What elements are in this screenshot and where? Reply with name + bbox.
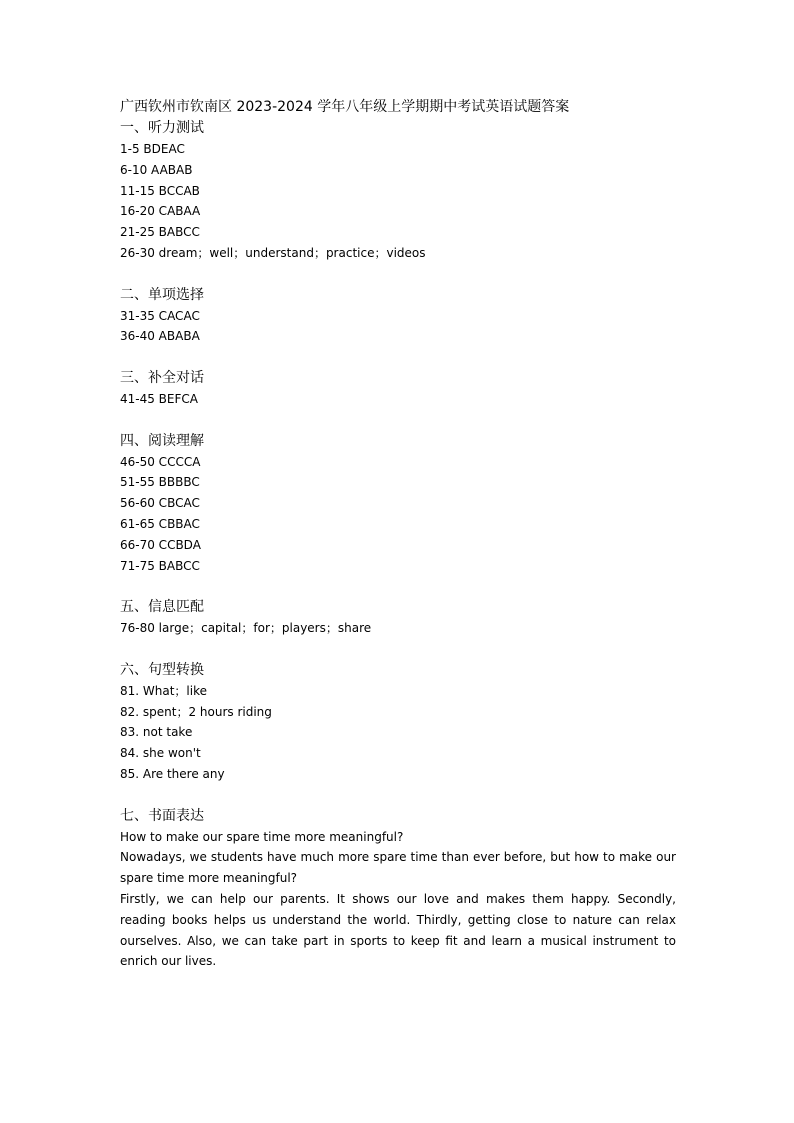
answer-line: 82. spent；2 hours riding [120,704,272,719]
essay-paragraph: Nowadays, we students have much more spare time than ever before, but how to make our spare time more meaningful? [120,850,676,886]
spacer [120,639,676,660]
section-listening [120,118,676,264]
section-heading: 一、听力测试 [120,120,204,136]
spacer [120,264,676,285]
spacer [120,410,676,431]
answer-line: 66-70 CCBDA [120,537,201,552]
section-heading: 六、句型转换 [120,661,204,678]
essay-title: How to make our spare time more meaningful? [120,829,404,844]
answer-line: 71-75 BABCC [120,558,200,573]
section-heading: 四、阅读理解 [120,432,204,449]
answer-line: 26-30 dream；well；understand；practice；videos [120,245,426,260]
answer-line: 11-15 BCCAB [120,183,200,198]
answer-line: 85. Are there any [120,766,225,781]
spacer [120,785,676,806]
answer-line: 84. she won't [120,746,201,761]
answer-line: 76-80 large；capital；for；players；share [120,621,372,636]
answer-line: 6-10 AABAB [120,162,193,177]
answer-line: 16-20 CABAA [120,204,201,219]
answer-line: 41-45 BEFCA [120,391,198,406]
answer-line: 21-25 BABCC [120,225,200,240]
section-heading: 七、书面表达 [120,807,204,824]
answer-line: 83. not take [120,725,193,740]
section-heading: 二、单项选择 [120,286,204,303]
document-title: 广西钦州市钦南区 2023-2024 学年八年级上学期期中考试英语试题答案 [120,99,570,115]
section-heading: 三、补全对话 [120,369,204,386]
spacer [120,576,676,597]
section-single-choice [120,285,676,348]
spacer [120,347,676,368]
section-writing [120,806,676,973]
section-matching [120,597,676,639]
section-heading: 五、信息匹配 [120,599,204,616]
answer-line: 46-50 CCCCA [120,454,201,469]
answer-line: 51-55 BBBBC [120,475,200,490]
answer-line: 31-35 CACAC [120,308,200,323]
essay-paragraph: Firstly, we can help our parents. It shows our love and makes them happy. Secondly, reading books helps us understand the world. Thirdly, getting close to nature can relax ourselves. Also, we can take part in sports to keep fit and learn a musical instrument to enrich our lives. [120,891,676,969]
answer-line: 56-60 CBCAC [120,496,200,511]
answer-line: 1-5 BDEAC [120,142,185,156]
answer-line: 61-65 CBBAC [120,516,200,531]
section-reading [120,431,676,577]
answer-document [120,96,676,972]
answer-line: 81. What；like [120,683,208,698]
answer-line: 36-40 ABABA [120,329,200,344]
section-dialogue [120,368,676,410]
section-sentence-transformation [120,660,676,785]
